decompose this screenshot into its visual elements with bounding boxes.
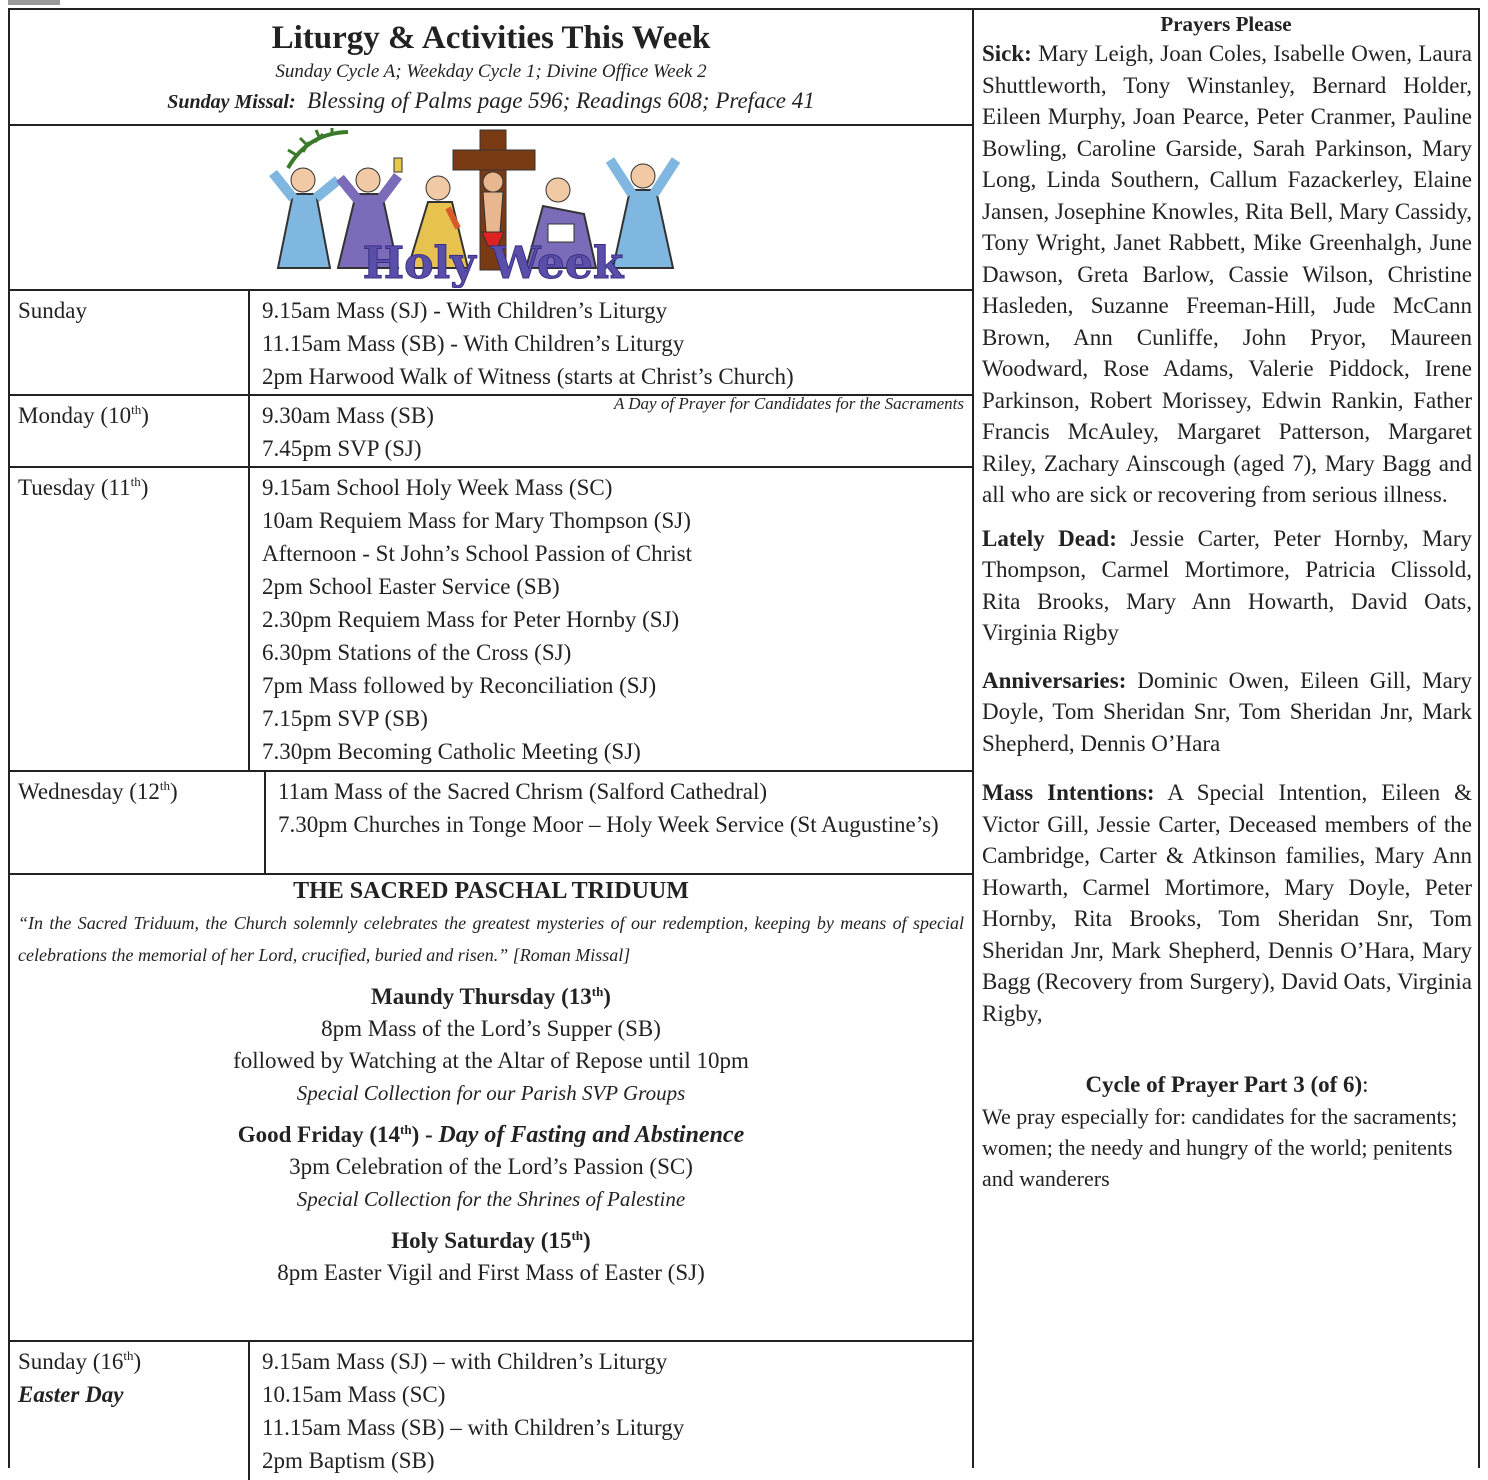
day-label (10, 1342, 250, 1480)
anniversaries-list (974, 665, 1478, 760)
lately-dead-names: Jessie Carter, Peter Hornby, Mary Thompson, Carmel Mortimore, Patricia Clissold, Rita Brooks, Mary Ann Howarth, David Oats, Virginia Rigby (982, 525, 1473, 645)
day-events (250, 291, 972, 413)
missal-label: Sunday Missal: (167, 91, 296, 113)
heading-close: ) - (411, 1122, 439, 1147)
heading-ordinal: th (400, 1122, 412, 1137)
mass-intentions-label: Mass Intentions: (982, 780, 1155, 805)
day-name: Tuesday (11 (18, 475, 131, 500)
anniversaries-label: Anniversaries: (982, 667, 1127, 693)
day-label (10, 772, 266, 873)
lately-dead-list (974, 523, 1478, 649)
good-friday-heading (10, 1119, 972, 1151)
event-line: 6.30pm Stations of the Cross (SJ) (262, 640, 572, 665)
heading-ordinal: th (591, 984, 604, 999)
holy-saturday-block (10, 1225, 972, 1289)
cycle-title-text: Cycle of Prayer Part 3 (of 6) (1085, 1072, 1363, 1097)
event-line: 9.15am School Holy Week Mass (SC) (262, 475, 613, 500)
heading-ordinal: th (571, 1228, 584, 1243)
event-line: 8pm Mass of the Lord’s Supper (SB) (321, 1016, 661, 1041)
day-events (250, 1342, 972, 1480)
event-line: 2pm Harwood Walk of Witness (starts at Christ’s Church) (262, 364, 794, 389)
event-line: 11.15am Mass (SB) – with Children’s Liturgy (262, 1415, 685, 1440)
heading-close: ) (603, 984, 611, 1009)
maundy-thursday-block (10, 981, 972, 1109)
maundy-thursday-heading (10, 981, 972, 1013)
event-line: 9.15am Mass (SJ) – with Children’s Liturgy (262, 1349, 668, 1374)
schedule-row-tuesday (10, 468, 972, 772)
event-line: 7pm Mass followed by Reconciliation (SJ) (262, 673, 657, 698)
heading-close: ) (583, 1228, 591, 1253)
collection-note: Special Collection for the Shrines of Palestine (296, 1187, 686, 1211)
event-line: 9.30am Mass (SB) (262, 403, 434, 428)
heading-text: Holy Saturday (15 (391, 1228, 572, 1253)
event-line: 10.15am Mass (SC) (262, 1382, 446, 1407)
sick-label: Sick: (982, 41, 1032, 66)
prayers-title: Prayers Please (1160, 12, 1292, 36)
day-name: Monday (10 (18, 403, 132, 428)
holy-saturday-heading (10, 1225, 972, 1257)
event-line: 8pm Easter Vigil and First Mass of Easter (SJ) (277, 1260, 705, 1285)
liturgy-header (10, 10, 972, 126)
day-close: ) (133, 1349, 142, 1374)
day-name: Wednesday (12 (18, 779, 160, 804)
missal-line (10, 86, 972, 117)
day-label (10, 468, 250, 770)
day-close: ) (141, 403, 149, 428)
fasting-note: Day of Fasting and Abstinence (438, 1122, 745, 1148)
day-events (266, 772, 972, 873)
cycle-line: Sunday Cycle A; Weekday Cycle 1; Divine Office Week 2 (275, 61, 707, 82)
lately-dead-label: Lately Dead: (982, 525, 1117, 551)
cycle-of-prayer-text: We pray especially for: candidates for the sacraments; women; the needy and hungry of the world; penitents and wanderers (982, 1103, 1458, 1191)
day-close: ) (140, 475, 149, 500)
day-label (10, 396, 250, 466)
schedule-row-monday (10, 396, 972, 468)
event-note: A Day of Prayer for Candidates for the Sacraments (613, 394, 964, 413)
event-line: 10am Requiem Mass for Mary Thompson (SJ) (262, 508, 691, 533)
event-line: 11am Mass of the Sacred Chrism (Salford Cathedral) (278, 779, 768, 804)
event-line: 7.15pm SVP (SB) (262, 706, 428, 731)
event-line: 7.30pm Becoming Catholic Meeting (SJ) (262, 739, 641, 764)
sick-list (974, 38, 1478, 511)
event-line: 7.30pm Churches in Tonge Moor – Holy Week Service (St Augustine’s) (278, 812, 939, 837)
cycle-of-prayer-title (974, 1069, 1478, 1101)
triduum-title: THE SACRED PASCHAL TRIDUUM (293, 878, 689, 904)
holy-week-illustration (258, 128, 728, 288)
clipped-header-fragment (8, 0, 60, 5)
event-line: 2.30pm Requiem Mass for Peter Hornby (SJ) (262, 607, 680, 632)
triduum-section (10, 875, 972, 1342)
event-line: 3pm Celebration of the Lord’s Passion (SC) (289, 1154, 693, 1179)
day-name: Sunday (16 (18, 1349, 124, 1374)
day-ordinal: th (130, 474, 141, 489)
day-ordinal: th (159, 778, 170, 793)
day-events (250, 396, 972, 466)
heading-text: Good Friday (14 (237, 1122, 401, 1147)
heading-text: Maundy Thursday (13 (371, 984, 592, 1009)
day-close: ) (169, 779, 178, 804)
good-friday-block (10, 1119, 972, 1215)
liturgy-column (10, 10, 974, 1473)
event-line: 11.15am Mass (SB) - With Children’s Liturgy (262, 331, 685, 356)
cycle-title-colon: : (1362, 1072, 1369, 1097)
event-line: 9.15am Mass (SJ) - With Children’s Liturgy (262, 298, 668, 323)
collection-note: Special Collection for our Parish SVP Groups (296, 1081, 686, 1105)
event-line: 2pm Baptism (SB) (262, 1448, 435, 1473)
event-line: Afternoon - St John’s School Passion of Christ (262, 541, 692, 566)
sick-names: Mary Leigh, Joan Coles, Isabelle Owen, Laura Shuttleworth, Tony Winstanley, Bernard Holder, Eileen Murphy, Joan Pearce, Peter Cranmer, Pauline Bowling, Caroline Garside, Sarah Parkinson, Mary Long, Linda Southern, Callum Fazackerley, Elaine Jansen, Josephine Knowles, Rita Bell, Mary Cassidy, Tony Wright, Janet Rabbett, Mike Greenhalgh, June Dawson, Greta Barlow, Cassie Wilson, Christine Hasleden, Suzanne Freeman-Hill, Jude McCann Brown, Ann Cunliffe, John Pryor, Maureen Woodward, Rose Adams, Valerie Piddock, Irene Parkinson, Robert Morissey, Edwin Rankin, Father Francis McAuley, Margaret Patterson, Margaret Riley, Zachary Ainscough (aged 7), Mary Bagg and all who are sick or recovering from serious illness. (982, 41, 1472, 507)
missal-text: Blessing of Palms page 596; Readings 608; Preface 41 (307, 88, 815, 113)
newsletter-page (8, 8, 1480, 1473)
easter-day-label: Easter Day (18, 1382, 124, 1407)
event-line: 2pm School Easter Service (SB) (262, 574, 560, 599)
day-events (250, 468, 972, 770)
holy-week-banner (10, 126, 972, 291)
schedule-row-sunday (10, 291, 972, 413)
page-title: Liturgy & Activities This Week (271, 20, 711, 56)
prayers-column (974, 10, 1478, 1468)
schedule-row-easter-sunday (10, 1342, 972, 1480)
day-label: Sunday (10, 291, 250, 394)
anniversaries-names: Dominic Owen, Eileen Gill, Mary Doyle, Tom Sheridan Snr, Tom Sheridan Jnr, Mark Shepherd, Dennis O’Hara (982, 667, 1472, 756)
day-ordinal: th (131, 402, 142, 417)
triduum-quote: “In the Sacred Triduum, the Church solemnly celebrates the greatest mysteries of our redemption, keeping by means of special celebrations the memorial of her Lord, crucified, buried and risen.” [Roman Missal] (18, 913, 964, 965)
mass-intentions-list (974, 777, 1478, 1029)
event-line: 7.45pm SVP (SJ) (262, 436, 422, 461)
event-line: followed by Watching at the Altar of Repose until 10pm (233, 1048, 749, 1073)
day-ordinal: th (123, 1348, 134, 1363)
mass-intentions-names: A Special Intention, Eileen & Victor Gill, Jessie Carter, Deceased members of the Cambridge, Carter & Atkinson families, Mary Ann Howarth, Carmel Mortimore, Mary Doyle, Peter Hornby, Rita Brooks, Tom Sheridan Snr, Tom Sheridan Jnr, Mark Shepherd, Dennis O’Hara, Mary Bagg (Recovery from Surgery), David Oats, Virginia Rigby, (982, 780, 1473, 1026)
banner-text: Holy Week (362, 238, 624, 288)
schedule-row-wednesday (10, 772, 972, 875)
